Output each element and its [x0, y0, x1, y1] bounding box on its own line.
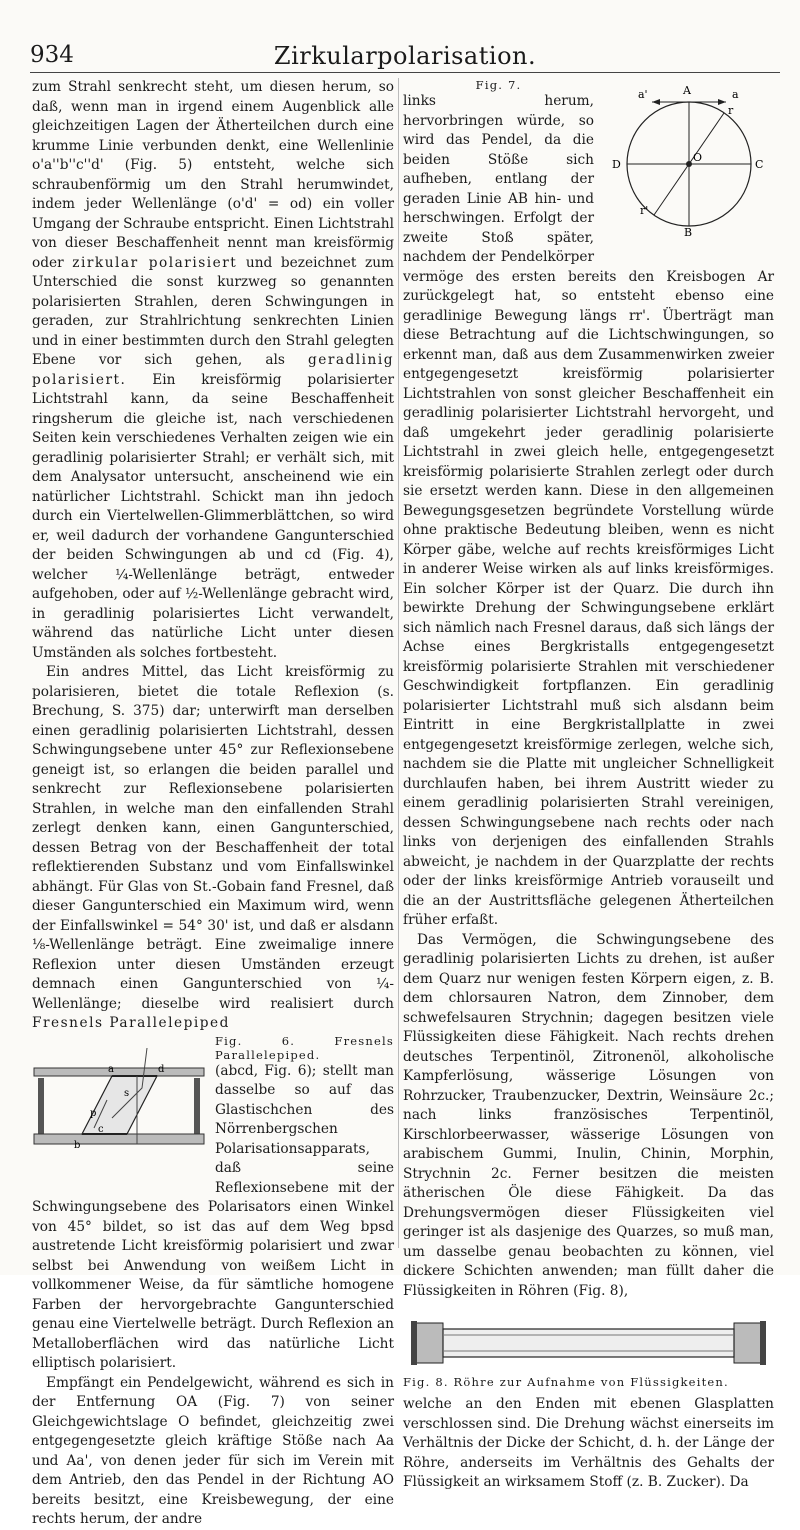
label: c	[98, 1123, 104, 1135]
page-number: 934	[30, 42, 74, 68]
label: a'	[638, 88, 648, 101]
term: zirkular polarisiert	[72, 254, 238, 271]
paragraph: Empfängt ein Pendelgewicht, während es sich in der Entfernung OA (Fig. 7) von seiner Gleichgewichtslage O befindet, gleichzeitig zwei entgegengesetzte gleich kräftige Stöße nach Aa und Aa', von denen jeder für sich im Verein mit dem Antrieb, den das Pendel in der Richtung AO bereits besitzt, eine Kreisbewegung, der eine rechts herum, der andre	[32, 1374, 394, 1527]
paragraph: welche an den Enden mit ebenen Glasplatten verschlossen sind. Die Drehung wächst einerseits im Verhältnis der Dicke der Schicht, d. h. der Länge der Röhre, anderseits im Verhältnis des Gehalts der Flüssigkeit an wirksamem Stoff (z. B. Zucker). Da	[403, 1396, 774, 1490]
term: Fresnels Parallelepiped	[32, 1015, 230, 1031]
tube-illustration	[403, 1315, 774, 1371]
right-column	[403, 78, 774, 1493]
label: p	[90, 1107, 97, 1119]
label: a	[732, 88, 739, 101]
term: geradlinig polarisiert.	[32, 352, 394, 388]
label: a	[108, 1063, 114, 1075]
running-title: Zirkularpolarisation.	[273, 42, 537, 70]
label: d	[158, 1063, 165, 1075]
page-header	[30, 36, 780, 73]
figure-caption: Fig. 8. Röhre zur Aufnahme von Flüssigkeiten.	[403, 1375, 729, 1389]
figure-caption: Fig. 6. Fresnels Parallelepiped.	[215, 1033, 394, 1062]
text-run: (abcd, Fig. 6); stellt man dasselbe so auf das Glastischchen des Nörrenbergschen Polarisationsapparats, daß seine Reflexionsebene mit der Schwingungsebene des Polarisators einen Winkel von 45° bildet, so ist das auf dem Weg bpsd austretende Licht kreisförmig polarisiert und zwar selbst bei Anwendung von weißem Licht in vollkommener Weise, da für sämtliche homogene Farben der hervorgebrachte Gangunterschied genau eine Viertelwelle beträgt. Durch Reflexion an Metalloberflächen wird das natürliche Licht elliptisch polarisiert.	[32, 1062, 394, 1371]
label: C	[755, 158, 764, 171]
pendulum-circle-diagram	[604, 78, 774, 236]
text-run: Ein kreisförmig polarisierter Lichtstrahl kann, da seine Beschaffenheit ringsherum die gleiche ist, nach verschiedenen Seiten kein verschiedenes Verhalten zeigen wie ein geradlinig polarisierter Strahl; er verhält sich, mit dem Analysator untersucht, anscheinend wie ein natürlicher Lichtstrahl. Schickt man ihn jedoch durch ein Viertelwellen-Glimmerblättchen, so wird er, weil dadurch der vorhandene Gangunterschied der beiden Schwingungen ab und cd (Fig. 4), welcher ¼-Wellenlänge beträgt, entweder aufgehoben, oder auf ½-Wellenlänge gebracht wird, in geradlinig polarisiertes Licht verwandelt, während das natürliche Licht unter diesen Umständen als solches fortbesteht.	[32, 371, 395, 661]
text-run: links herum, hervorbringen würde, so wird das Pendel, da die beiden Stöße sich aufheben, entlang der geraden Linie AB hin- und herschwingen. Erfolgt der zweite Stoß später, nachdem der Pendelkörper vermöge des ersten bereits den Kreisbogen Ar zurückgelegt hat, so entsteht ebenso eine geradlinige Bewegung längs rr'. Überträgt man diese Betrachtung auf die Lichtschwingungen, so erkennt man, daß aus dem Zusammenwirken zweier entgegengesetzt kreisförmig polarisierter Lichtstrahlen von sonst gleicher Beschaffenheit ein geradlinig polarisierter Lichtstrahl hervorgeht, und daß umgekehrt jeder geradlinig polarisierte Lichtstrahl in zwei gleich helle, entgegengesetzt kreisförmig polarisierte Strahlen zerlegt oder durch sie ersetzt werden kann. Diese in den allgemeinen Bewegungsgesetzen begründete Vorstellung würde ohne praktische Bedeutung bleiben, wenn es nicht Körper gäbe, welche auf rechts kreisförmiges Licht in anderer Weise wirken als auf links kreisförmiges. Ein solcher Körper ist der Quarz. Die durch ihn bewirkte Drehung der Schwingungsebene erklärt sich nämlich nach Fresnel daraus, daß sich längs der Achse eines Bergkristalls entgegengesetzt kreisförmig polarisierte Strahlen mit verschiedener Geschwindigkeit fortpflanzen. Ein geradlinig polarisierter Lichtstrahl muß sich alsdann beim Eintritt in eine Bergkristallplatte in zwei entgegengesetzt kreisförmige zerlegen, welche sich, nachdem sie die Platte mit ungleicher Schnelligkeit durchlaufen haben, bei ihrem Austritt wieder zu einem geradlinig polarisierten Strahl vereinigen, dessen Schwingungsebene nach rechts oder nach links von derjenigen des einfallenden Strahls abweicht, je nachdem in der Quarzplatte der rechts oder der links kreisförmige Antrieb vorauseilt und die an der Austrittsfläche gelegenen Ätherteilchen früher erfaßt.	[403, 93, 774, 928]
text-run: zum Strahl senkrecht steht, um diesen herum, so daß, wenn man in irgend einem Augenblick alle gleichzeitigen Lagen der Ätherteilchen durch eine krumme Linie verbunden denkt, eine Wellenlinie o'a''b''c''d' (Fig. 5) entsteht, welche sich schraubenförmig um den Strahl herumwindet, indem jeder Wellenlänge (o'd' = od) ein voller Umgang der Schraube entspricht. Einen Lichtstrahl von dieser Beschaffenheit nennt man kreisförmig oder	[32, 79, 394, 271]
figure-6	[32, 1038, 207, 1188]
paragraph: Das Vermögen, die Schwingungsebene des geradlinig polarisierten Lichts zu drehen, ist außer dem Quarz nur wenigen festen Körpern eigen, z. B. dem chlorsauren Natron, dem Zinnober, dem schwefelsauren Strychnin; dagegen besitzen viele Flüssigkeiten diese Fähigkeit. Nach rechts drehen deutsches Terpentinöl, Zitronenöl, alkoholische Kampferlösung, wässerige Lösungen von Rohrzucker, Traubenzucker, Dextrin, Weinsäure 2c.; nach links französisches Terpentinöl, Kirschlorbeerwasser, wässerige Lösungen von arabischem Gummi, Inulin, Chinin, Morphin, Strychnin 2c. Ferner besitzen die meisten ätherischen Öle diese Fähigkeit. Da das Drehungsvermögen dieser Flüssigkeiten viel geringer ist als dasjenige des Quarzes, so muß man, um dasselbe genau beobachten zu können, viel dickere Schichten anwenden; man füllt daher die Flüssigkeiten in Röhren (Fig. 8),	[403, 931, 774, 1299]
label: r	[728, 104, 734, 117]
column-divider	[398, 78, 399, 1248]
text-run: und bezeichnet zum Unterschied die sonst kurzweg so genannten polarisierten Strahlen, deren Schwingungen in geraden, zur Strahlrichtung senkrechten Linien und in einer bestimmten durch den Strahl gelegten Ebene vor sich gehen, als	[32, 254, 395, 368]
label: A	[683, 84, 691, 97]
figure-8	[403, 1315, 774, 1389]
left-column	[32, 78, 394, 1530]
figure-caption: Fig. 7.	[475, 78, 522, 92]
label: O	[693, 151, 703, 164]
label: s	[124, 1087, 130, 1099]
paragraph	[32, 78, 394, 663]
label: D	[612, 158, 621, 171]
label: B	[684, 226, 693, 236]
label: r'	[640, 204, 649, 217]
text-run: Ein andres Mittel, das Licht kreisförmig zu polarisieren, bietet die totale Reflexion (s. Brechung, S. 375) dar; unterwirft man derselben einen geradlinig polarisierten Lichtstrahl, dessen Schwingungsebene unter 45° zur Reflexionsebene geneigt ist, so erlangen die beiden parallel und senkrecht zur Reflexionsebene polarisierten Strahlen, in welche man den einfallenden Strahl zerlegt denken kann, einen Gangunterschied, dessen Betrag von der Beschaffenheit der total reflektierenden Substanz und vom Einfallswinkel abhängt. Für Glas von St.-Gobain fand Fresnel, daß dieser Gangunterschied ein Maximum wird, wenn der Einfallswinkel = 54° 30' ist, und daß er alsdann ⅛-Wellenlänge beträgt. Eine zweimalige innere Reflexion unter diesen Umständen erzeugt demnach einen Gangunterschied von ¼-Wellenlänge; dieselbe wird realisiert durch	[32, 664, 394, 1012]
parallelepiped-illustration	[32, 1038, 207, 1160]
figure-7	[604, 78, 774, 253]
label: b	[74, 1139, 81, 1151]
